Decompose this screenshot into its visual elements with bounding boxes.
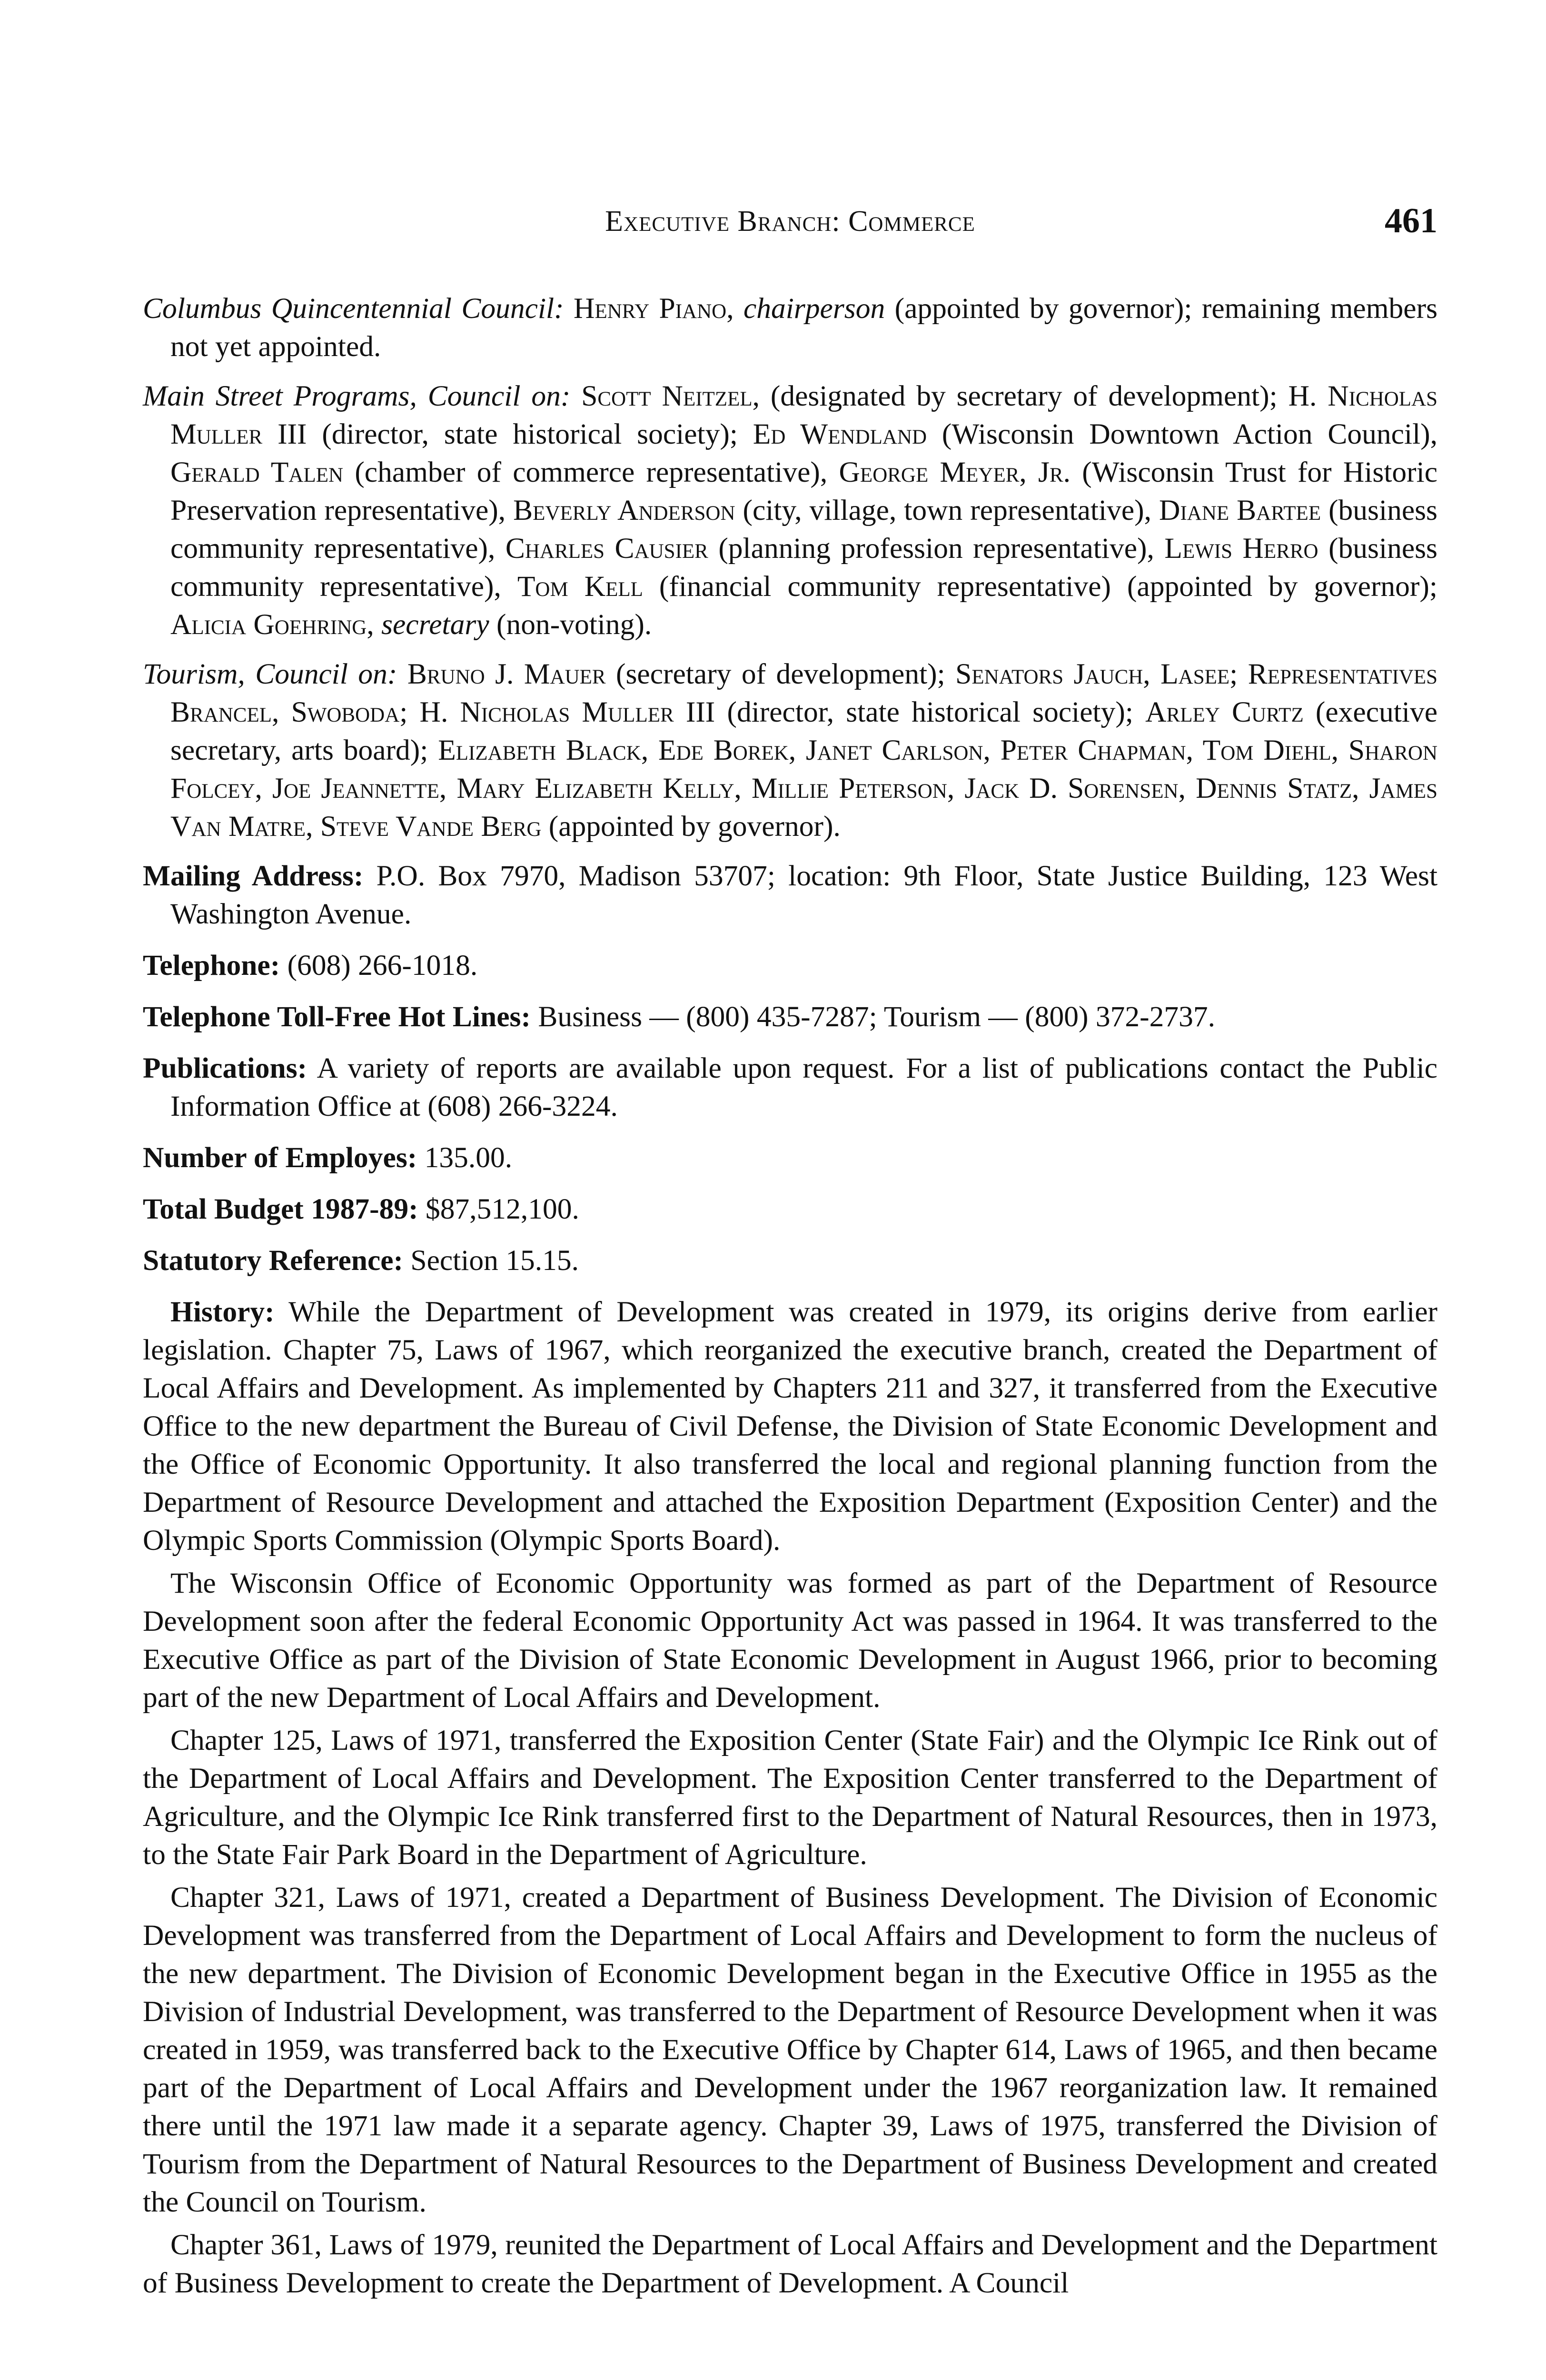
history-label: History: <box>170 1296 275 1328</box>
page-header <box>143 201 1437 257</box>
member-text: (financial community representative) (appointed by governor); <box>643 570 1437 603</box>
member-text: (business community representative), <box>170 532 1437 603</box>
council-label: Main Street Programs, Council on: <box>143 380 571 412</box>
field-mailing-address <box>143 857 1437 933</box>
member-name: Beverly Anderson <box>513 494 735 526</box>
member-title: chairperson <box>743 292 885 325</box>
member-name: Alicia Goehring <box>170 608 367 641</box>
history-paragraph: Chapter 125, Laws of 1971, transferred the Exposition Center (State Fair) and the Olympic Ice Rink out of the Department of Local Affairs and Development. The Exposition Center transferred to the Department of Agriculture, and the Olympic Ice Rink transferred first to the Department of Natural Resources, then in 1973, to the State Fair Park Board in the Department of Agriculture. <box>143 1724 1437 1871</box>
member-title: secretary <box>381 608 489 641</box>
member-text: , <box>367 608 382 641</box>
body-text <box>143 289 1437 2307</box>
member-text: (non-voting). <box>489 608 652 641</box>
member-name: Diane Bartee <box>1159 494 1321 526</box>
field-value: Business — (800) 435-7287; Tourism — (800) 372-2737. <box>538 1001 1215 1033</box>
council-members <box>170 380 1437 641</box>
member-text: , <box>726 292 743 325</box>
member-name: Lewis Herro <box>1164 532 1318 565</box>
member-text: (Wisconsin Downtown Action Council), <box>927 418 1438 450</box>
field-value: (608) 266-1018. <box>287 949 478 982</box>
field-label: Telephone: <box>143 949 280 982</box>
history-paragraph: Chapter 361, Laws of 1979, reunited the Department of Local Affairs and Development and the Department of Business Development to create the Department of Development. A Council <box>143 2229 1437 2299</box>
field-value: $87,512,100. <box>425 1193 579 1225</box>
page-number: 461 <box>1385 201 1437 240</box>
member-text: (business community representative), <box>170 494 1437 565</box>
field-label: Total Budget 1987-89: <box>143 1193 418 1225</box>
member-name: Senators Jauch, Lasee; Representatives Brancel, Swoboda; H. Nicholas Muller III <box>170 658 1438 728</box>
field-value: P.O. Box 7970, Madison 53707; location: 9th Floor, State Justice Building, 123 West Washington Avenue. <box>170 860 1438 930</box>
field-publications <box>143 1049 1437 1125</box>
member-text: (chamber of commerce representative), <box>343 456 839 488</box>
member-name: Tom Kell <box>517 570 643 603</box>
member-name: H. Nicholas Muller III <box>170 380 1438 450</box>
member-text: (secretary of development); <box>605 658 956 690</box>
field-label: Telephone Toll-Free Hot Lines: <box>143 1001 531 1033</box>
council-entry-main-street <box>143 377 1437 644</box>
field-employes <box>143 1139 1437 1177</box>
member-text: (appointed by governor); remaining members not yet appointed. <box>170 292 1438 363</box>
field-hot-lines <box>143 998 1437 1036</box>
field-label: Mailing Address: <box>143 860 364 892</box>
member-name: Henry Piano <box>574 292 727 325</box>
field-label: Publications: <box>143 1052 307 1084</box>
history-text: While the Department of Development was created in 1979, its origins derive from earlier legislation. Chapter 75, Laws of 1967, which reorganized the executive branch, created the Department of Local Affairs and Development. As implemented by Chapters 211 and 327, it transferred from the Executive Office to the new department the Bureau of Civil Defense, the Division of State Economic Development and the Office of Economic Opportunity. It also transferred the local and regional planning function from the Department of Resource Development and attached the Exposition Department (Exposition Center) and the Olympic Sports Commission (Olympic Sports Board). <box>143 1296 1437 1557</box>
council-label: Tourism, Council on: <box>143 658 397 690</box>
field-statutory-reference <box>143 1241 1437 1279</box>
council-entry-tourism <box>143 655 1437 845</box>
council-label: Columbus Quincentennial Council: <box>143 292 564 325</box>
member-name: Bruno J. Mauer <box>407 658 606 690</box>
member-text <box>397 658 407 690</box>
member-text <box>564 292 574 325</box>
field-label: Number of Employes: <box>143 1141 417 1174</box>
member-name: Ed Wendland <box>753 418 927 450</box>
member-name: Gerald Talen <box>170 456 344 488</box>
council-entry-columbus <box>143 289 1437 366</box>
history-paragraph: The Wisconsin Office of Economic Opportunity was formed as part of the Department of Resource Development soon after the federal Economic Opportunity Act was passed in 1964. It was transferred to the Executive Office as part of the Division of State Economic Development in August 1966, prior to becoming part of the new Department of Local Affairs and Development. <box>143 1567 1437 1714</box>
member-text: (director, state historical society); <box>715 696 1146 728</box>
member-text: (planning profession representative), <box>708 532 1165 565</box>
history-paragraph: Chapter 321, Laws of 1971, created a Department of Business Development. The Division of Economic Development was transferred from the Department of Local Affairs and Development to form the nucleus of the new department. The Division of Economic Development began in the Executive Office in 1955 as the Division of Industrial Development, was transferred to the Department of Resource Development when it was created in 1959, was transferred back to the Executive Office by Chapter 614, Laws of 1965, and then became part of the Department of Local Affairs and Development under the 1967 reorganization law. It remained there until the 1971 law made it a separate agency. Chapter 39, Laws of 1975, transferred the Division of Tourism from the Department of Natural Resources to the Department of Business Development and created the Council on Tourism. <box>143 1881 1437 2218</box>
member-name: Scott Neitzel <box>581 380 753 412</box>
member-text: (director, state historical society); <box>307 418 753 450</box>
field-label: Statutory Reference: <box>143 1244 404 1277</box>
field-telephone <box>143 946 1437 984</box>
running-head: Executive Branch: Commerce <box>605 205 975 238</box>
member-name: Arley Curtz <box>1145 696 1304 728</box>
member-text: (executive secretary, arts board); <box>170 696 1437 766</box>
field-value: A variety of reports are available upon request. For a list of publications contact the Public Information Office at (608) 266-3224. <box>170 1052 1437 1122</box>
member-text: (Wisconsin Trust for Historic Preservation representative), <box>170 456 1438 526</box>
field-value: 135.00. <box>424 1141 513 1174</box>
member-text: (appointed by governor). <box>541 810 841 843</box>
member-text: , (designated by secretary of development); <box>752 380 1288 412</box>
history-paragraph <box>143 1293 1437 1559</box>
field-total-budget <box>143 1190 1437 1228</box>
member-name: Elizabeth Black, Ede Borek, Janet Carlson, Peter Chapman, Tom Diehl, Sharon Folcey, Joe Jeannette, Mary Elizabeth Kelly, Millie Peterson, Jack D. Sorensen, Dennis Statz, James Van Matre, Steve Vande Berg <box>170 734 1437 843</box>
field-value: Section 15.15. <box>410 1244 579 1277</box>
member-text: (city, village, town representative), <box>735 494 1160 526</box>
member-text <box>570 380 581 412</box>
member-name: Charles Causier <box>505 532 708 565</box>
member-name: George Meyer, Jr. <box>839 456 1071 488</box>
